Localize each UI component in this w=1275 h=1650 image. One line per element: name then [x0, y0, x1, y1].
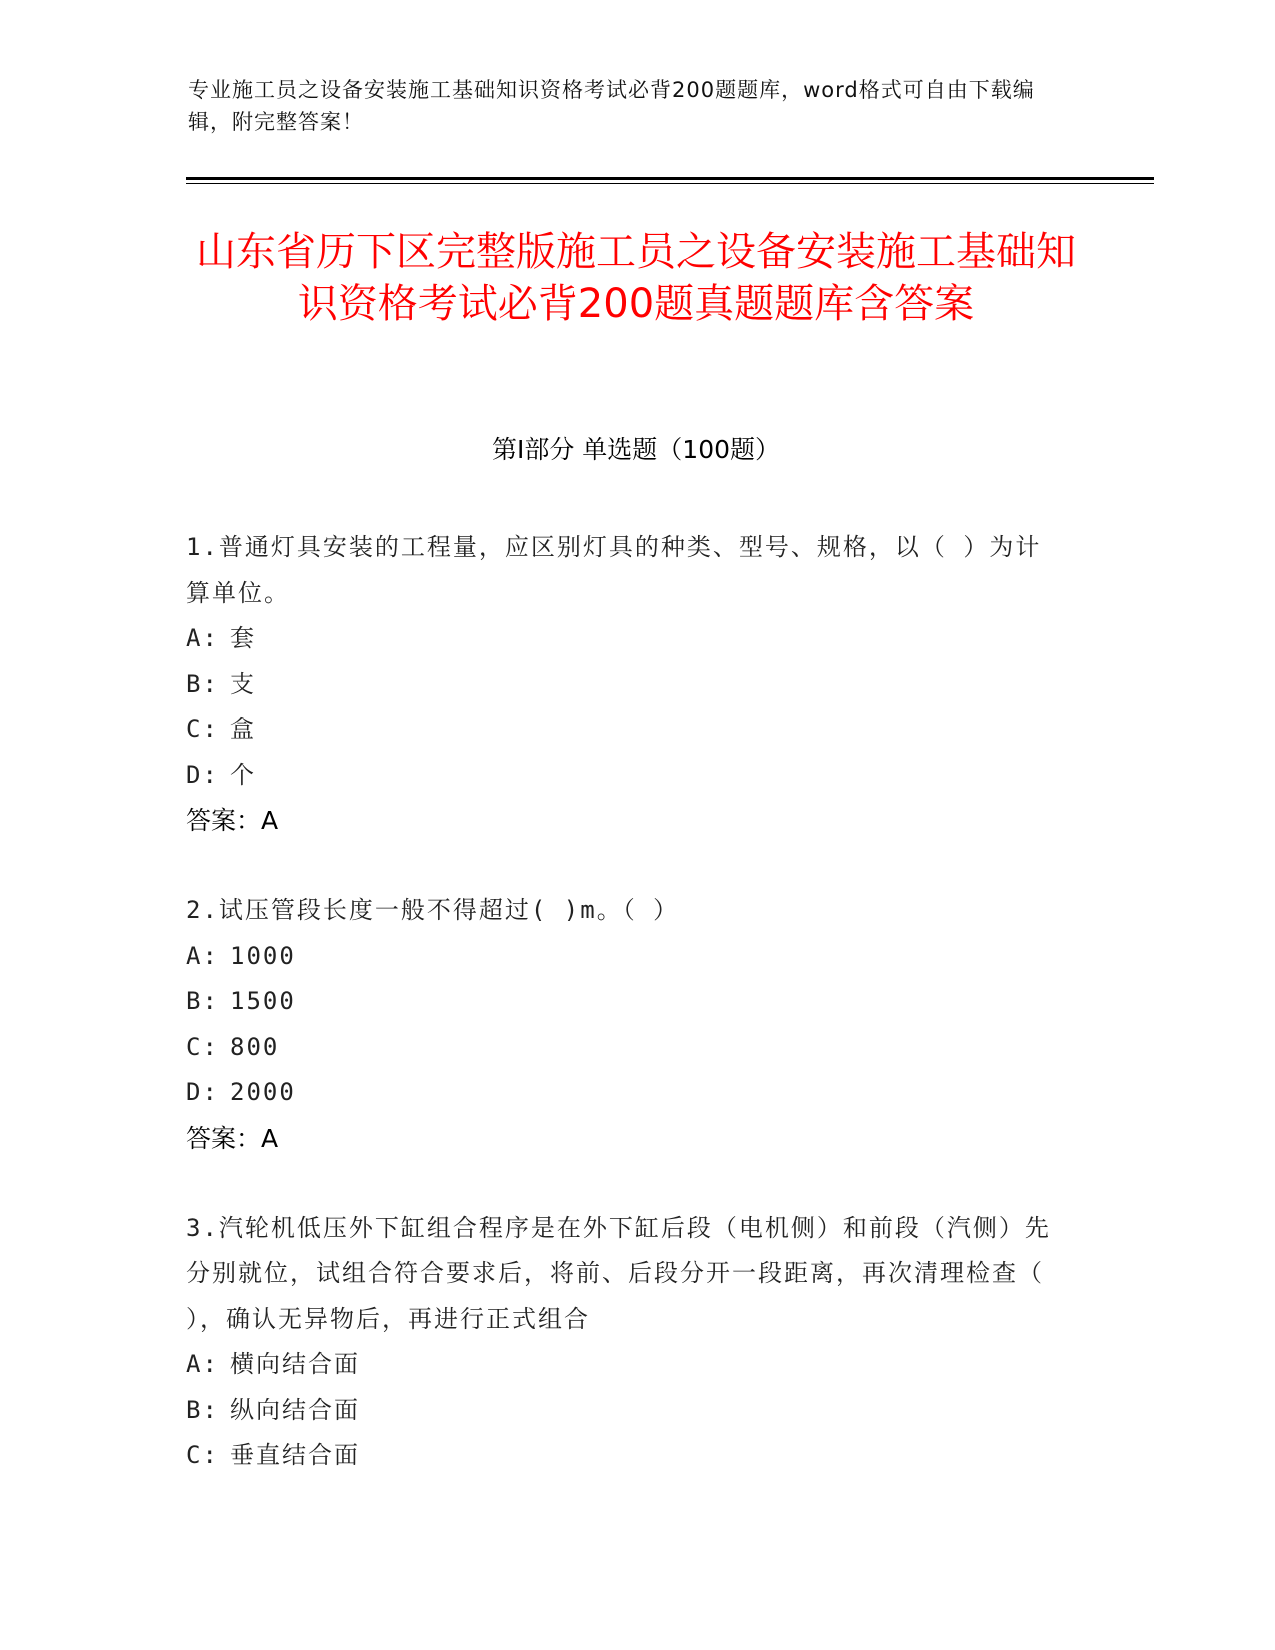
option-key: A:: [186, 1350, 219, 1378]
option-key: A:: [186, 624, 219, 652]
question-2: [186, 888, 1066, 1161]
option-text: 支: [230, 669, 256, 698]
option-text: 1000: [230, 941, 296, 970]
option-b: [186, 979, 1066, 1025]
option-key: D:: [186, 1078, 219, 1106]
header-divider-thin: [186, 183, 1154, 184]
option-d: [186, 753, 1066, 799]
option-key: D:: [186, 760, 219, 789]
option-b: [186, 662, 1066, 708]
option-key: B:: [186, 987, 219, 1015]
section-title: 第Ⅰ部分 单选题（100题）: [491, 435, 781, 464]
option-key: A:: [186, 941, 219, 970]
question-stem: 1.普通灯具安装的工程量，应区别灯具的种类、型号、规格，以（ ）为计算单位。: [186, 533, 1042, 607]
option-text: 个: [230, 760, 256, 789]
option-text: 垂直结合面: [230, 1441, 360, 1469]
option-c: [186, 707, 1066, 753]
option-key: B:: [186, 1395, 219, 1424]
question-3: [186, 1206, 1066, 1479]
option-text: 2000: [230, 1078, 296, 1106]
question-stem: 3.汽轮机低压外下缸组合程序是在外下缸后段（电机侧）和前段（汽侧）先分别就位，试组合符合要求后，将前、后段分开一段距离，再次清理检查（ ），确认无异物后，再进行正式组合: [186, 1213, 1051, 1333]
option-text: 盒: [230, 715, 256, 743]
option-text: 套: [230, 624, 256, 652]
option-text: 800: [230, 1032, 280, 1061]
option-c: [186, 1025, 1066, 1071]
option-c: [186, 1433, 1066, 1479]
option-a: [186, 616, 1066, 662]
question-stem: 2.试压管段长度一般不得超过( )m。（ ）: [186, 896, 680, 924]
option-key: C:: [186, 1441, 219, 1469]
question-1: [186, 525, 1066, 843]
question-list: [186, 525, 1066, 1524]
answer: 答案：A: [186, 806, 279, 835]
answer: 答案：A: [186, 1123, 279, 1153]
document-title: 山东省历下区完整版施工员之设备安装施工基础知识资格考试必背200题真题题库含答案: [196, 229, 1076, 327]
option-b: [186, 1388, 1066, 1434]
option-key: C:: [186, 715, 219, 743]
option-text: 横向结合面: [230, 1350, 360, 1378]
header-note: 专业施工员之设备安装施工基础知识资格考试必背200题题库，word格式可自由下载编辑，附完整答案！: [188, 78, 1035, 134]
option-a: [186, 934, 1066, 980]
option-text: 1500: [230, 987, 296, 1015]
option-a: [186, 1342, 1066, 1388]
option-text: 纵向结合面: [230, 1395, 360, 1424]
option-key: B:: [186, 669, 219, 698]
header-divider-thick: [186, 177, 1154, 180]
option-key: C:: [186, 1032, 219, 1061]
option-d: [186, 1070, 1066, 1116]
